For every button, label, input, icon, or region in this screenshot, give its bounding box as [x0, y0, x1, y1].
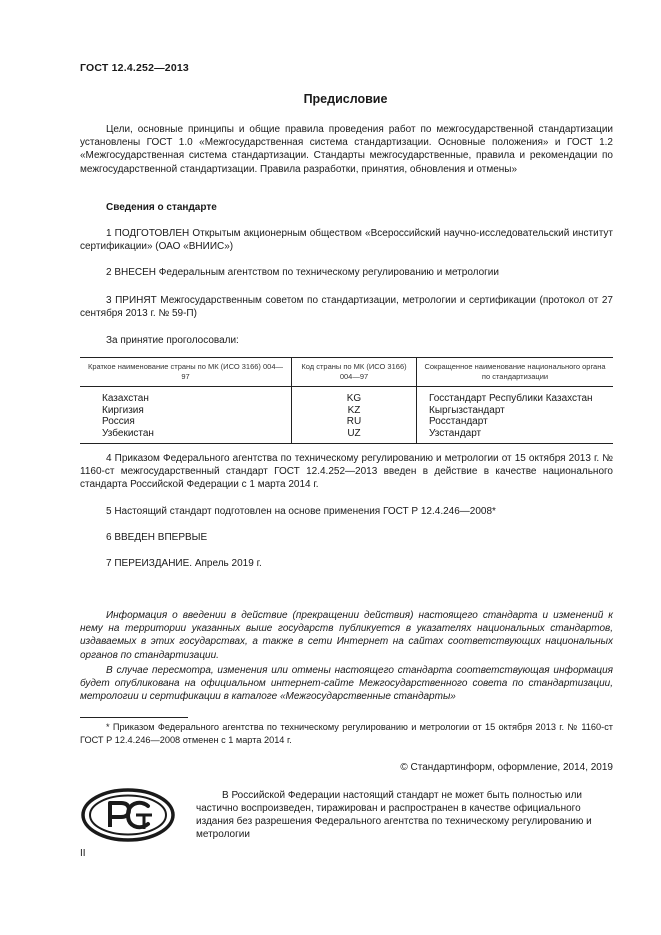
item-1: 1 ПОДГОТОВЛЕН Открытым акционерным обществом «Всероссийский научно-исследовательский институт сертификации» (ОАО «ВНИИС»)	[80, 228, 613, 253]
table-row	[80, 428, 613, 444]
code-cell: KG	[292, 387, 417, 405]
page-title: Предисловие	[303, 92, 388, 106]
code-cell: KZ	[292, 405, 417, 417]
info-paragraph-2: В случае пересмотра, изменения или отмены настоящего стандарта соответствующая информация будет опубликована на официальном интернет-сайте Межгосударственного совета по стандартизации, метрологии и сертификации в каталоге «Межгосударственные стандарты»	[80, 665, 613, 703]
table-row	[80, 405, 613, 417]
country-cell: Россия	[102, 416, 135, 427]
country-cell: Казахстан	[102, 393, 149, 404]
table-header-row	[80, 358, 613, 387]
item-2: 2 ВНЕСЕН Федеральным агентством по техническому регулированию и метрологии	[106, 267, 499, 278]
col-header-code: Код страны по МК (ИСО 3166) 004—97	[292, 358, 417, 387]
code-cell: RU	[292, 416, 417, 428]
info-paragraph-1: Информация о введении в действие (прекращении действия) настоящего стандарта и изменений к нему на территории указанных выше государств публикуется в указателях национальных стандартов, издаваемых в этих государствах, а также в сети Интернет на сайтах соответствующих национальных органов по стандартизации.	[80, 610, 613, 661]
code-cell: UZ	[292, 428, 417, 444]
body-cell: Госстандарт Республики Казахстан	[417, 387, 614, 405]
col-header-body: Сокращенное наименование национального органа по стандартизации	[417, 358, 614, 387]
vote-intro: За принятие проголосовали:	[106, 335, 239, 346]
rights-notice: В Российской Федерации настоящий стандарт не может быть полностью или частично воспроизведен, тиражирован и распространен в качестве официального издания без разрешения Федерального агентства по техническому регулированию и метрологии	[196, 790, 592, 840]
table-row	[80, 387, 613, 405]
body-cell: Узстандарт	[417, 428, 614, 444]
document-code: ГОСТ 12.4.252—2013	[80, 62, 189, 74]
page-number: II	[80, 848, 86, 859]
copyright: © Стандартинформ, оформление, 2014, 2019	[400, 762, 613, 773]
country-cell: Киргизия	[102, 404, 144, 416]
footnote: * Приказом Федерального агентства по техническому регулированию и метрологии от 15 октября 2013 г. № 1160-ст ГОСТ Р 12.4.246—2008 отменен с 1 марта 2014 г.	[80, 722, 613, 745]
country-cell: Узбекистан	[80, 428, 292, 444]
voting-table	[80, 357, 613, 444]
intro-paragraph: Цели, основные принципы и общие правила проведения работ по межгосударственной стандартизации установлены ГОСТ 1.0 «Межгосударственная система стандартизации. Основные положения» и ГОСТ 1.2 «Межгосударственная система стандартизации. Стандарты межгосударственные, правила и рекомендации по межгосударственной стандартизации. Правила разработки, принятия, обновления и отмены»	[80, 124, 613, 175]
table-row	[80, 416, 613, 428]
footnote-divider	[80, 717, 188, 718]
item-5: 5 Настоящий стандарт подготовлен на основе применения ГОСТ Р 12.4.246—2008*	[106, 506, 496, 517]
item-6: 6 ВВЕДЕН ВПЕРВЫЕ	[106, 532, 208, 543]
rst-logo-icon	[80, 787, 176, 843]
body-cell: Росстандарт	[417, 416, 614, 428]
item-7: 7 ПЕРЕИЗДАНИЕ. Апрель 2019 г.	[106, 558, 262, 569]
item-3: 3 ПРИНЯТ Межгосударственным советом по стандартизации, метрологии и сертификации (протокол от 27 сентября 2013 г. № 59-П)	[80, 295, 613, 320]
body-cell: Кыргызстандарт	[417, 405, 614, 417]
subheading: Сведения о стандарте	[106, 202, 217, 213]
item-4: 4 Приказом Федерального агентства по техническому регулированию и метрологии от 15 октября 2013 г. № 1160-ст межгосударственный стандарт ГОСТ 12.4.252—2013 введен в действие в качестве национального стандарта Российской Федерации с 1 марта 2014 г.	[80, 453, 613, 491]
col-header-country: Краткое наименование страны по МК (ИСО 3166) 004—97	[80, 358, 292, 387]
